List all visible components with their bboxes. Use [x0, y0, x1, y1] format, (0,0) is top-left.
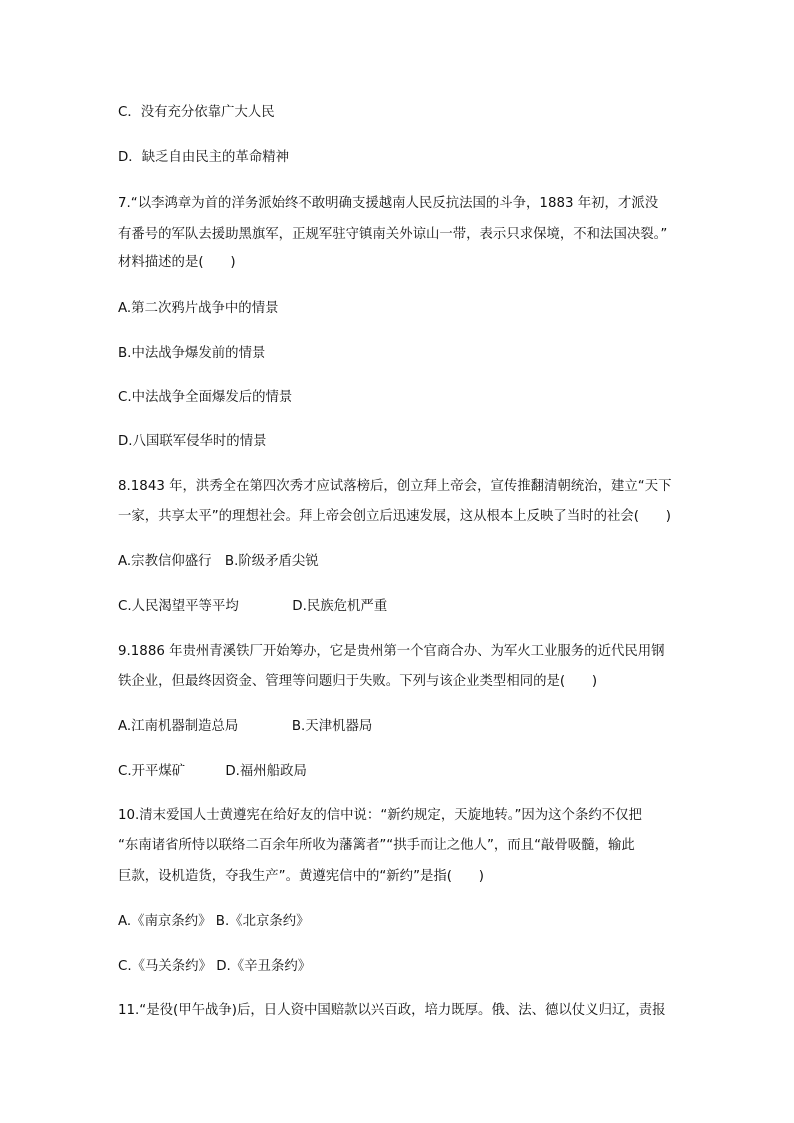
- option-7a: A.第二次鸦片战争中的情景: [118, 301, 279, 316]
- option-7d: D.八国联军侵华时的情景: [118, 434, 267, 449]
- question-10-line-1: 10.清末爱国人士黄遵宪在给好友的信中说：“新约规定，天旋地转。”因为这个条约不仅把: [118, 808, 642, 823]
- options-9ab: A.江南机器制造总局 B.天津机器局: [118, 719, 373, 734]
- question-9-line-1: 9.1886 年贵州青溪铁厂开始筹办，它是贵州第一个官商合办、为军火工业服务的近代民用钢: [118, 644, 665, 659]
- options-9cd: C.开平煤矿 D.福州船政局: [118, 764, 307, 779]
- options-10ab: A.《南京条约》 B.《北京条约》: [118, 914, 310, 929]
- question-9-line-2: 铁企业，但最终因资金、管理等问题归于失败。下列与该企业类型相同的是( ): [118, 674, 598, 689]
- option-7b: B.中法战争爆发前的情景: [118, 346, 266, 361]
- options-10cd: C.《马关条约》 D.《辛丑条约》: [118, 959, 312, 974]
- question-10-line-2: “东南诸省所恃以联络二百余年所收为藩篱者”“拱手而让之他人”，而且“敲骨吸髓，输此: [118, 838, 635, 853]
- question-11-line-1: 11.“是役(甲午战争)后，日人资中国赔款以兴百政，培力既厚。俄、法、德以仗义归辽，责报: [118, 1003, 666, 1018]
- question-7-line-1: 7.“以李鸿章为首的洋务派始终不敢明确支援越南人民反抗法国的斗争，1883 年初，才派没: [118, 196, 659, 211]
- question-10-line-3: 巨款，设机造货，夺我生产”。黄遵宪信中的“新约”是指( ): [118, 869, 485, 884]
- option-6d: D．缺乏自由民主的革命精神: [118, 150, 289, 165]
- question-8-line-1: 8.1843 年，洪秀全在第四次秀才应试落榜后，创立拜上帝会，宣传推翻清朝统治，建立“天下: [118, 479, 672, 494]
- question-7-line-2: 有番号的军队去援助黑旗军，正规军驻守镇南关外谅山一带，表示只求保境，不和法国决裂。”: [118, 227, 668, 242]
- options-8cd: C.人民渴望平等平均 D.民族危机严重: [118, 599, 388, 614]
- option-7c: C.中法战争全面爆发后的情景: [118, 390, 293, 405]
- question-7-line-3: 材料描述的是( ): [118, 255, 236, 270]
- options-8ab: A.宗教信仰盛行 B.阶级矛盾尖锐: [118, 554, 319, 569]
- question-8-line-2: 一家，共享太平”的理想社会。拜上帝会创立后迅速发展，这从根本上反映了当时的社会( ): [118, 509, 672, 524]
- option-6c: C．没有充分依靠广大人民: [118, 105, 275, 120]
